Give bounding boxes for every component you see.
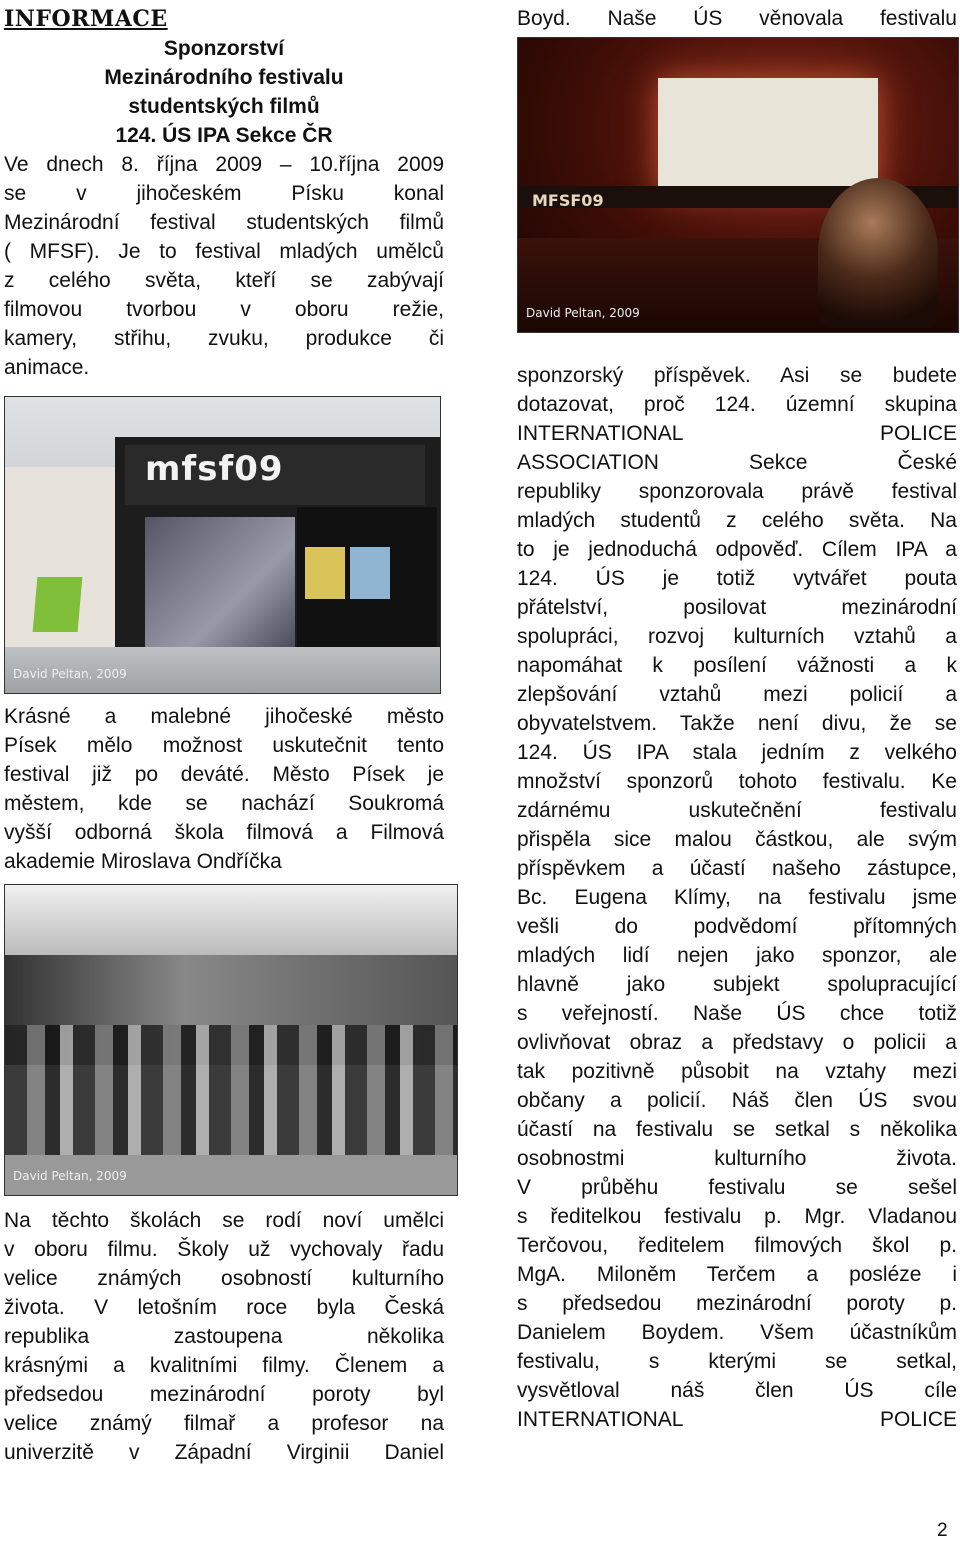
text-line: občany a policií. Náš člen ÚS svou	[517, 1089, 957, 1112]
text-line: spolupráci, rozvoj kulturních vztahů a	[517, 625, 957, 648]
text-line: městem, kde se nachází Soukromá	[4, 792, 444, 815]
text-line: Boyd. Naše ÚS věnovala festivalu	[517, 7, 957, 30]
text-line: Danielem Boydem. Všem účastníkům	[517, 1321, 957, 1344]
sponsorship-paragraph	[517, 361, 957, 1434]
text-line: přátelství, posilovat mezinárodní	[517, 596, 957, 619]
text-line: 124. ÚS IPA stala jedním z velkého	[517, 741, 957, 764]
text-line: účastí na festivalu se setkal s několika	[517, 1118, 957, 1141]
text-line: Terčovou, ředitelem filmových škol p.	[517, 1234, 957, 1257]
title-line: Mezinárodního festivalu	[104, 66, 344, 89]
text-line: filmovou tvorbou v oboru režie,	[4, 298, 444, 321]
cinema-building-photo	[4, 396, 441, 694]
text-line: republiky sponzorovala právě festival	[517, 480, 957, 503]
text-line: mladých studentů z celého světa. Na	[517, 509, 957, 532]
text-line: dotazovat, proč 124. územní skupina	[517, 393, 957, 416]
text-line: MgA. Miloněm Terčem a posléze i	[517, 1263, 957, 1286]
festival-banner-text: MFSF09	[532, 191, 604, 210]
title-line: Sponzorství	[163, 37, 285, 60]
text-line: obyvatelstvem. Takže není divu, že se	[517, 712, 957, 735]
text-line: s předsedou mezinárodní poroty p.	[517, 1292, 957, 1315]
text-line: se v jihočeském Písku konal	[4, 182, 444, 205]
text-line: hlavně jako subjekt spolupracující	[517, 973, 957, 996]
text-line: ASSOCIATION Sekce České	[517, 451, 957, 474]
photo-credit: David Peltan, 2009	[13, 667, 127, 681]
text-line: s veřejností. Naše ÚS chce totiž	[517, 1002, 957, 1025]
text-line: to je jednoduchá odpověď. Cílem IPA a	[517, 538, 957, 561]
festival-logo: mfsf09	[145, 449, 284, 489]
text-line: z celého světa, kteří se zabývají	[4, 269, 444, 292]
page-number: 2	[937, 1520, 948, 1541]
photo-ceiling	[5, 885, 457, 955]
text-line: života. V letošním roce byla Česká	[4, 1296, 444, 1319]
text-line: INTERNATIONAL POLICE	[517, 1408, 957, 1431]
text-line: ( MFSF). Je to festival mladých umělců	[4, 240, 444, 263]
photo-credit: David Peltan, 2009	[526, 306, 640, 320]
text-line: univerzitě v Západní Virginii Daniel	[4, 1441, 444, 1464]
title-line: studentských filmů	[128, 95, 320, 118]
text-line: osobnostmi kulturního života.	[517, 1147, 957, 1170]
text-line: ovlivňovat obraz a představy o policii a	[517, 1031, 957, 1054]
text-line: přispěla sice malou částkou, ale svým	[517, 828, 957, 851]
title-line: 124. ÚS IPA Sekce ČR	[115, 124, 333, 147]
text-line: vyšší odborná škola filmová a Filmová	[4, 821, 444, 844]
text-line: s ředitelkou festivalu p. Mgr. Vladanou	[517, 1205, 957, 1228]
text-line: napomáhat k posílení vážnosti a k	[517, 654, 957, 677]
photo-sign	[33, 577, 83, 632]
section-label: INFORMACE	[4, 6, 168, 32]
text-line: INTERNATIONAL POLICE	[517, 422, 957, 445]
text-line: předsedou mezinárodní poroty byl	[4, 1383, 444, 1406]
photo-person	[818, 178, 938, 328]
text-line: velice známých osobností kulturního	[4, 1267, 444, 1290]
article-title	[4, 34, 444, 150]
text-line: zlepšování vztahů mezi policií a	[517, 683, 957, 706]
text-line: zdárnému uskutečnění festivalu	[517, 799, 957, 822]
text-line: Bc. Eugena Klímy, na festivalu jsme	[517, 886, 957, 909]
schools-paragraph	[4, 1206, 444, 1467]
text-line: vysvětloval náš člen ÚS cíle	[517, 1379, 957, 1402]
photo-poster	[350, 547, 390, 599]
photo-screen	[658, 78, 878, 193]
text-line: animace.	[4, 356, 90, 379]
photo-glass-door	[145, 517, 295, 657]
cinema-lobby-photo	[4, 884, 458, 1196]
text-line: množství sponzorů tohoto festivalu. Ke	[517, 770, 957, 793]
text-line: tak pozitivně působit na vztahy mezi	[517, 1060, 957, 1083]
text-line: sponzorský příspěvek. Asi se budete	[517, 364, 957, 387]
text-line: 124. ÚS je totiž vytvářet pouta	[517, 567, 957, 590]
text-line: v oboru filmu. Školy už vychovaly řadu	[4, 1238, 444, 1261]
text-line: Ve dnech 8. října 2009 – 10.října 2009	[4, 153, 444, 176]
text-line: příspěvkem a účastí našeho zástupce,	[517, 857, 957, 880]
text-line: Krásné a malebné jihočeské město	[4, 705, 444, 728]
text-line: republika zastoupena několika	[4, 1325, 444, 1348]
text-line: krásnými a kvalitními filmy. Členem a	[4, 1354, 444, 1377]
text-line: kamery, střihu, zvuku, produkce či	[4, 327, 444, 350]
text-line: mladých lidí nejen jako sponzor, ale	[517, 944, 957, 967]
text-line: vešli do podvědomí přítomných	[517, 915, 957, 938]
photo-credit: David Peltan, 2009	[13, 1169, 127, 1183]
text-line: festival již po deváté. Město Písek je	[4, 763, 444, 786]
text-line: V průběhu festivalu se sešel	[517, 1176, 957, 1199]
cinema-hall-photo	[517, 37, 959, 333]
town-paragraph	[4, 702, 444, 876]
text-line: velice známý filmař a profesor na	[4, 1412, 444, 1435]
text-line: akademie Miroslava Ondříčka	[4, 850, 282, 873]
text-line: Na těchto školách se rodí noví umělci	[4, 1209, 444, 1232]
right-column	[517, 4, 957, 1434]
photo-poster	[305, 547, 345, 599]
intro-paragraph	[4, 150, 444, 382]
text-line: Písek mělo možnost uskutečnit tento	[4, 734, 444, 757]
text-line: festivalu, s kterými se setkal,	[517, 1350, 957, 1373]
text-line: Mezinárodní festival studentských filmů	[4, 211, 444, 234]
left-column	[4, 4, 444, 1467]
